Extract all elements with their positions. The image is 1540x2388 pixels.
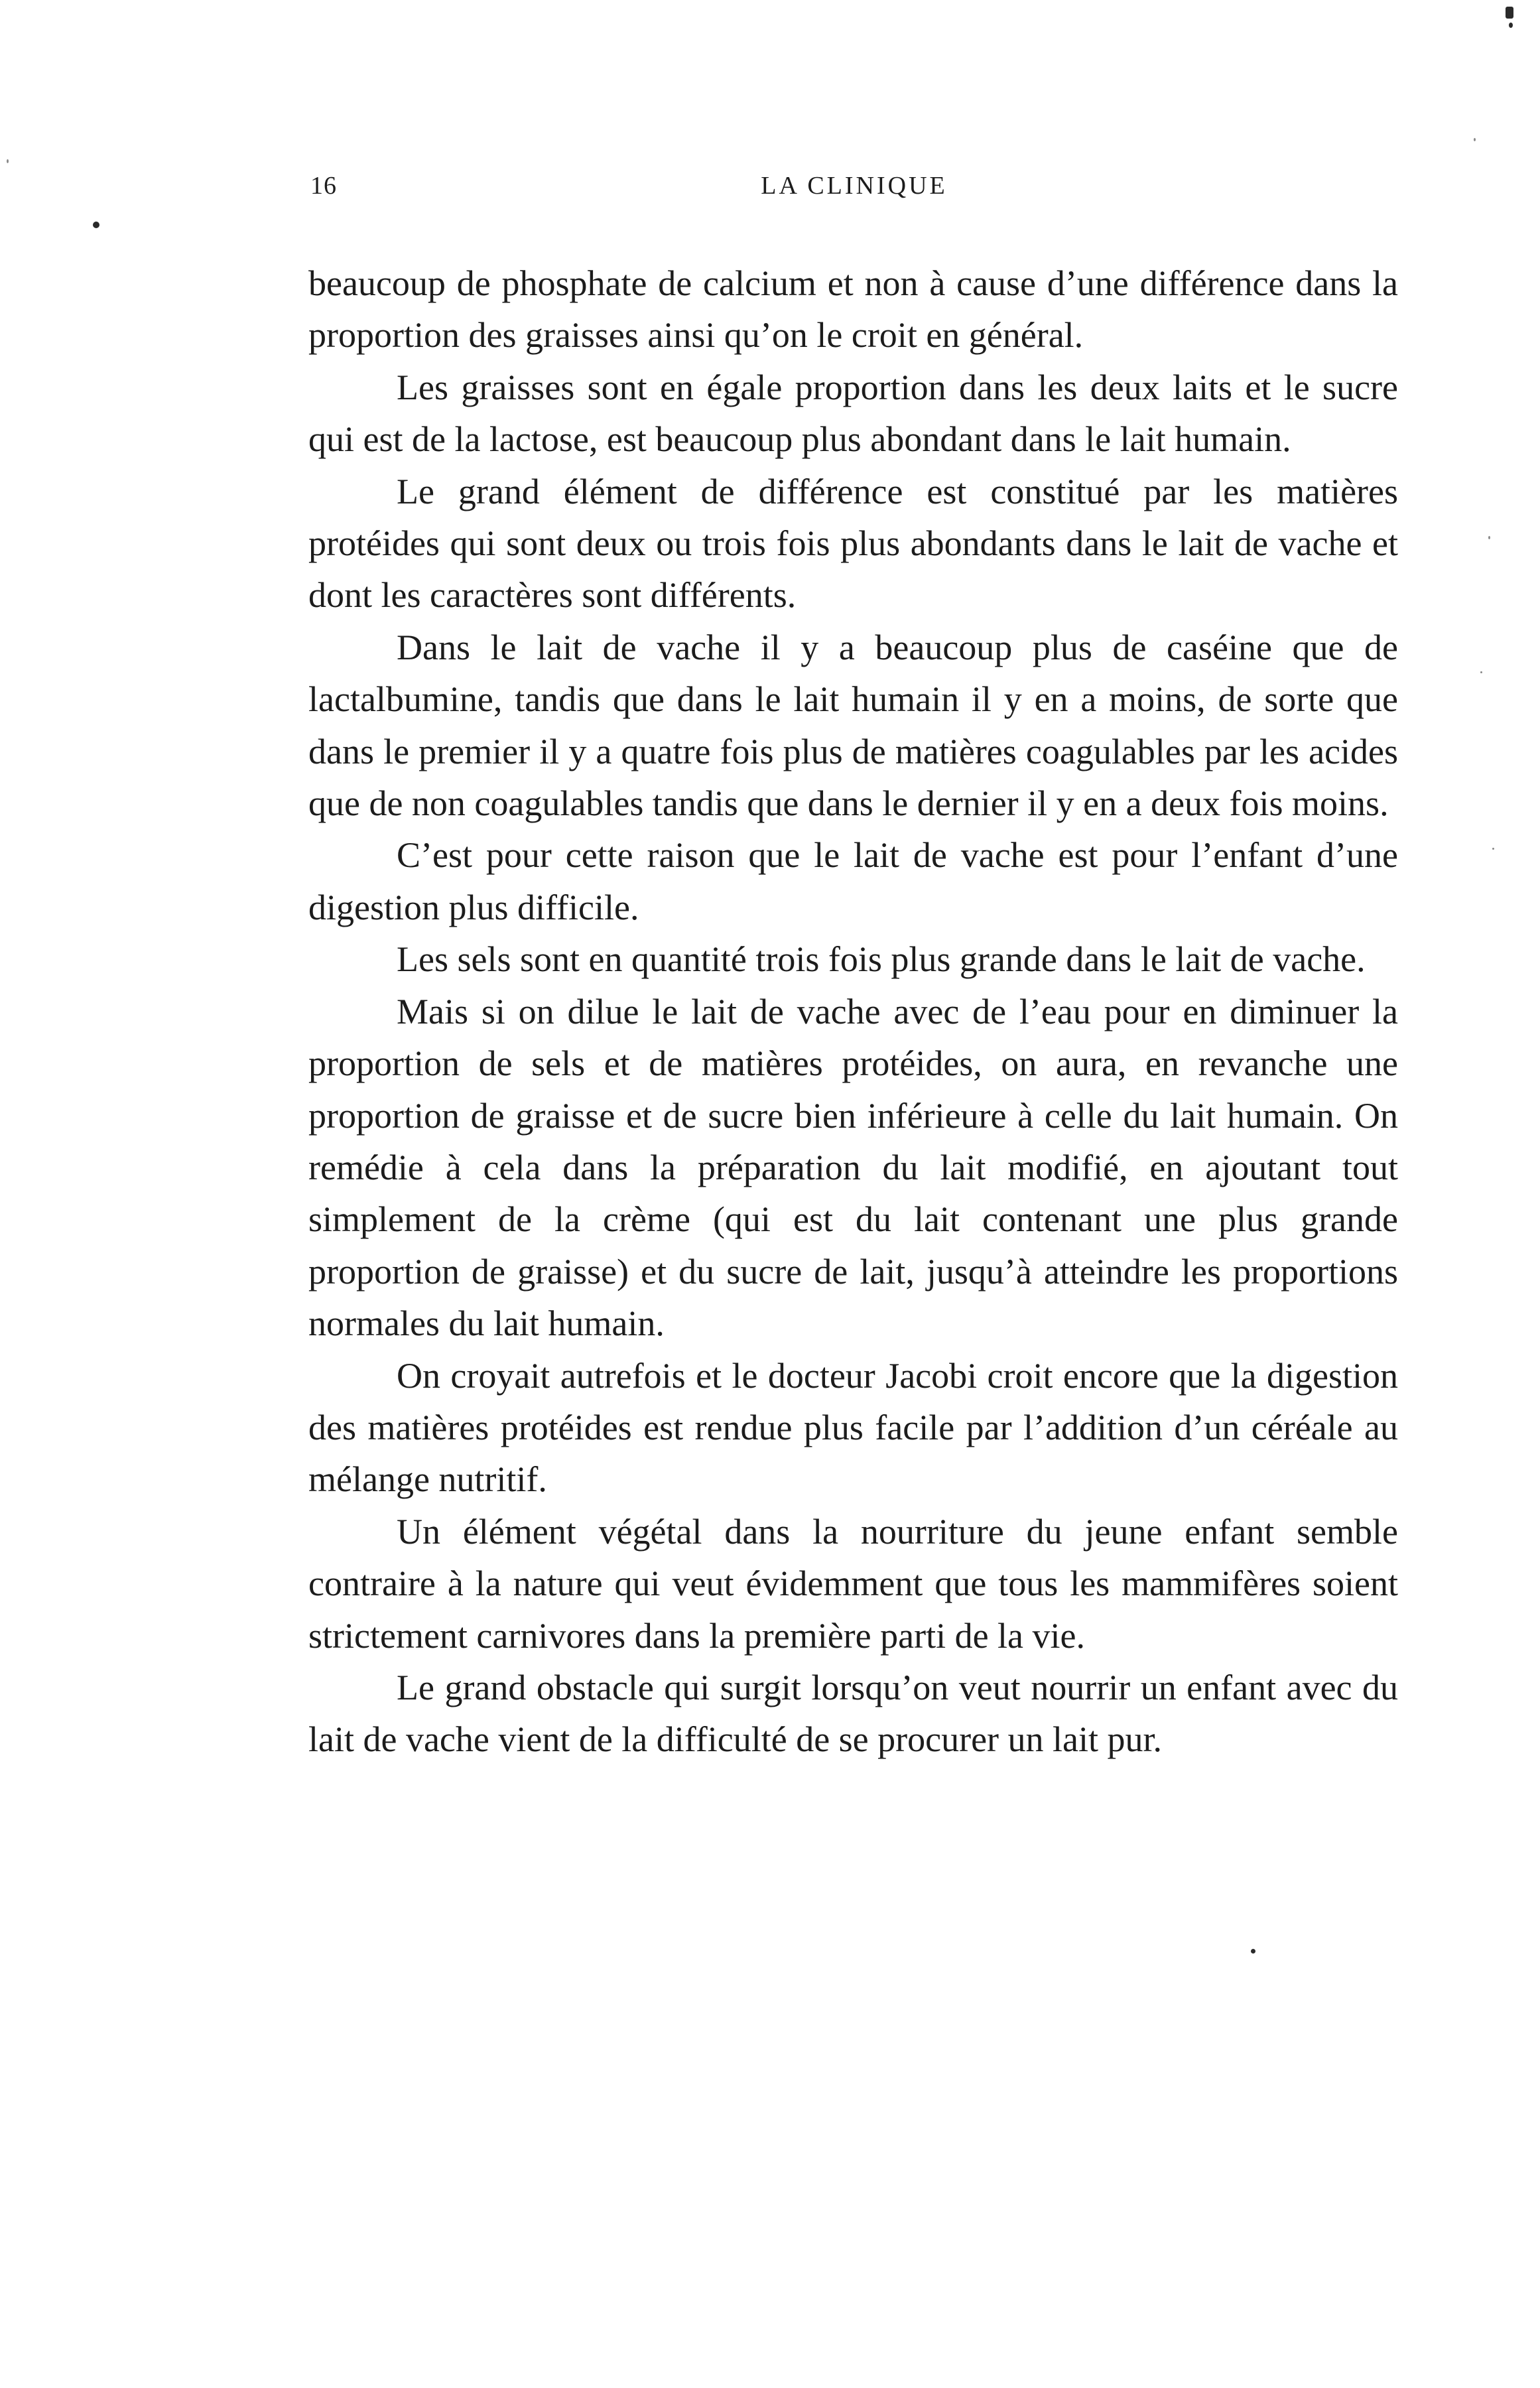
paragraph: Les sels sont en quantité trois fois plus grande dans le lait de vache. (397, 939, 1366, 980)
ink-speck (1474, 138, 1476, 141)
print-mark (1509, 23, 1513, 28)
ink-speck (1488, 536, 1490, 539)
paragraph: Dans le lait de vache il y a beaucoup plus de caséine que de lactalbumine, tandis que dans le lait humain il y en a moins, de sorte que dans le premier il y a quatre fois plus de matières coagulables par les acides que de non coagulables tandis que dans le dernier il y en a deux fois moins. (308, 627, 1398, 824)
body-text (308, 257, 1398, 1766)
ink-speck (1492, 848, 1494, 850)
running-head (310, 171, 1398, 211)
ink-speck (1480, 671, 1482, 673)
ink-speck (7, 159, 9, 163)
page-number: 16 (310, 172, 337, 200)
running-title: LA CLINIQUE (761, 172, 948, 200)
paragraph: C’est pour cette raison que le lait de vache est pour l’enfant d’une digestion plus difficile. (308, 835, 1398, 927)
paragraph: Mais si on dilue le lait de vache avec de l’eau pour en diminuer la proportion de sels et de matières protéides, on aura, en revanche une proportion de graisse et de sucre bien inférieure à celle du lait humain. On remédie à cela dans la préparation du lait modifié, en ajoutant tout simplement de la crème (qui est du lait contenant une plus grande proportion de graisse) et du sucre de lait, jusqu’à atteindre les proportions normales du lait humain. (308, 991, 1398, 1344)
ink-dot (93, 222, 99, 228)
ink-dot (1251, 1949, 1255, 1954)
paragraph: Le grand obstacle qui surgit lorsqu’on veut nourrir un enfant avec du lait de vache vient de la difficulté de se procurer un lait pur. (308, 1667, 1398, 1760)
paragraph: Les graisses sont en égale proportion dans les deux laits et le sucre qui est de la lactose, est beaucoup plus abondant dans le lait humain. (308, 367, 1398, 460)
paragraph: Un élément végétal dans la nourriture du jeune enfant semble contraire à la nature qui veut évidemment que tous les mammifères soient strictement carnivores dans la première parti de la vie. (308, 1511, 1398, 1656)
print-mark (1506, 7, 1513, 19)
paragraph: Le grand élément de différence est constitué par les matières protéides qui sont deux ou trois fois plus abondants dans le lait de vache et dont les caractères sont différents. (308, 471, 1398, 616)
paragraph: On croyait autrefois et le docteur Jacobi croit encore que la digestion des matières protéides est rendue plus facile par l’addition d’un céréale au mélange nutritif. (308, 1355, 1398, 1500)
paragraph: beaucoup de phosphate de calcium et non à cause d’une différence dans la proportion des graisses ainsi qu’on le croit en général. (308, 263, 1398, 356)
